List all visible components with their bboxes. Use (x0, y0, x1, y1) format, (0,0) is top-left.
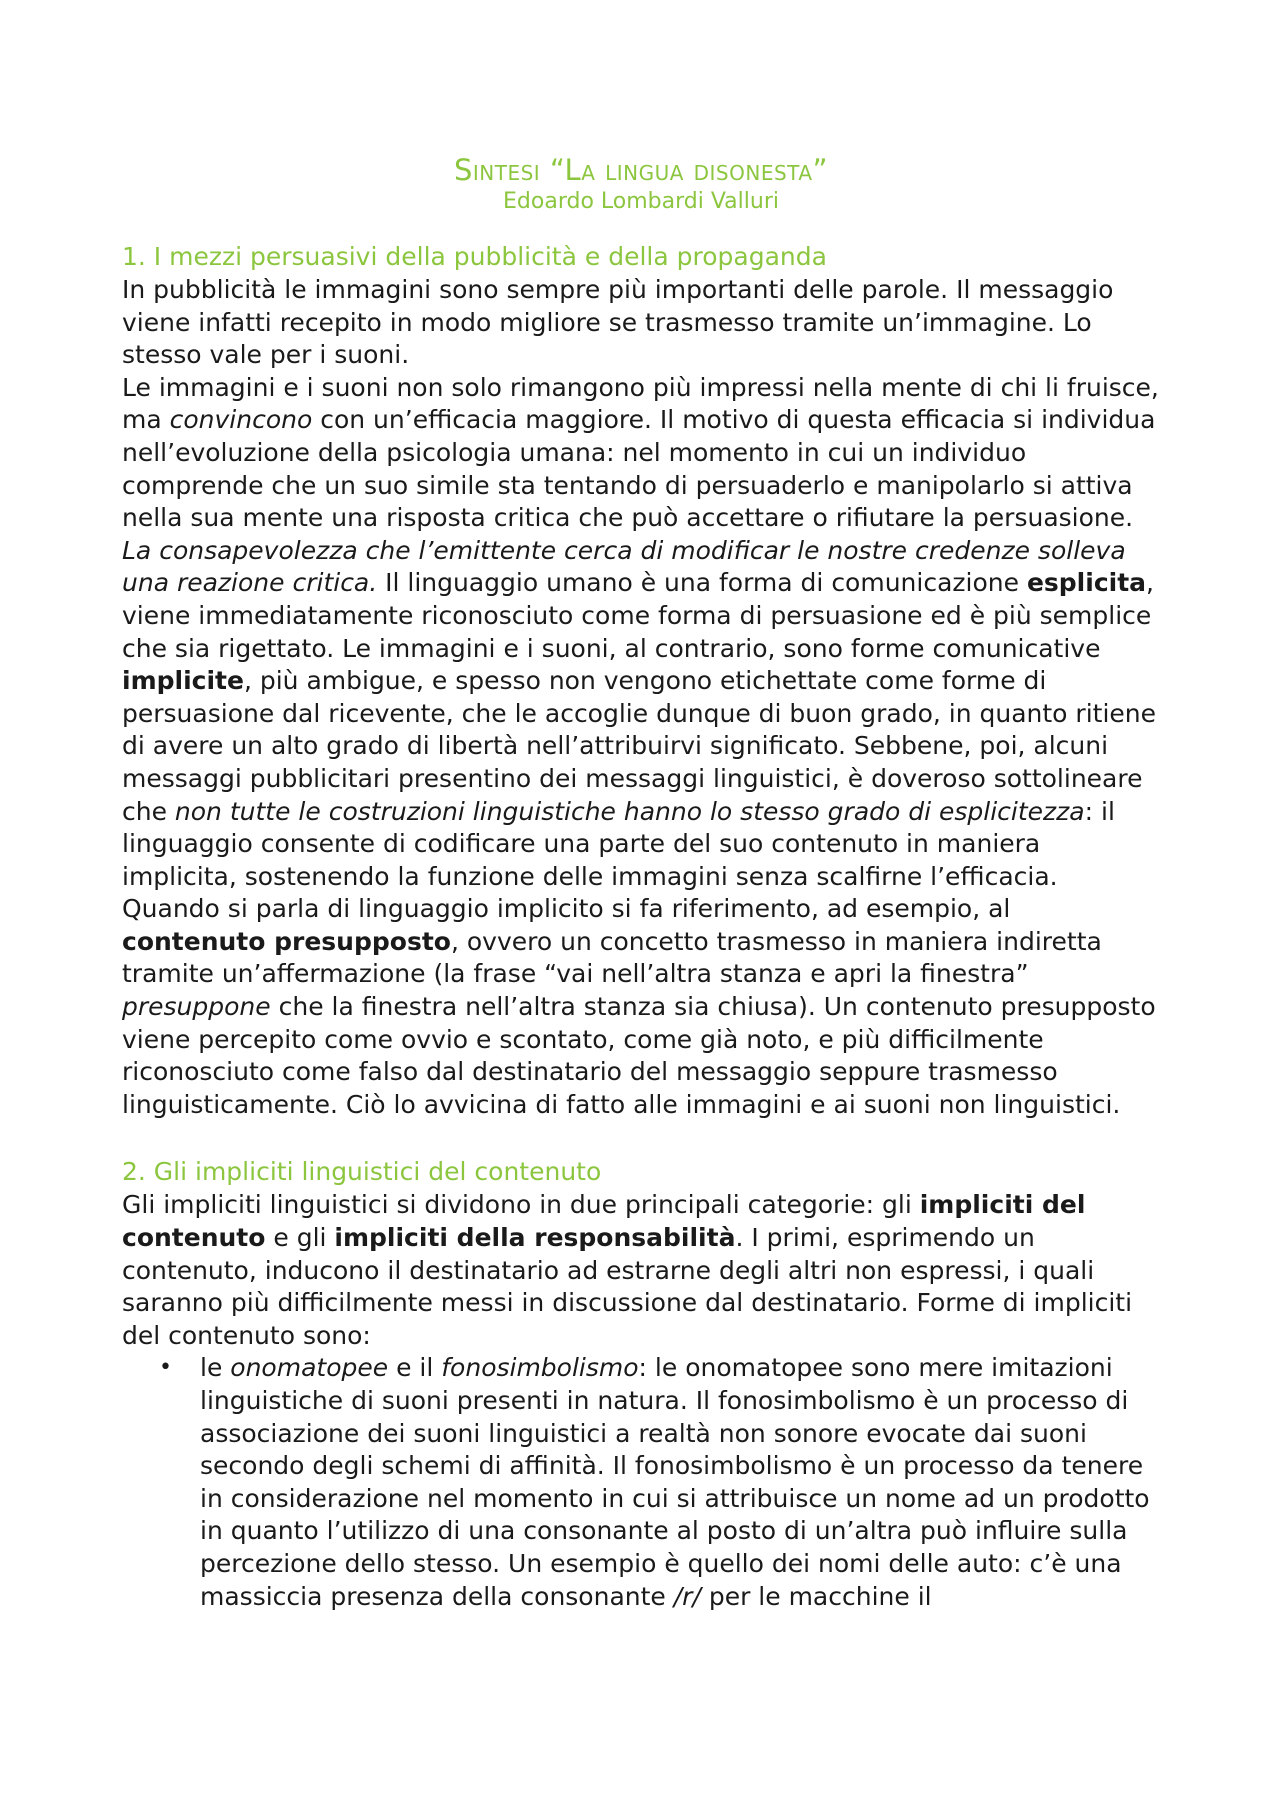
text-run: : il linguaggio consente di codificare una parte del suo contenuto in maniera implicita, sostenendo la funzione delle immagini senza scalfirne l’efficacia. (122, 796, 1115, 891)
text-run: e il (388, 1353, 442, 1383)
text-run: per le macchine il (700, 1581, 932, 1611)
text-run: , più ambigue, e spesso non vengono etichettate come forme di persuasione dal ricevente, che le accoglie dunque di buon grado, in quanto ritiene di avere un alto grado di libertà nell’attribuirvi significato. Sebbene, poi, alcuni messaggi pubblicitari presentino dei messaggi linguistici, è doveroso sottolineare che (122, 666, 1156, 826)
text-run: , ovvero un concetto trasmesso in maniera indiretta tramite un’affermazione (la frase “vai nell’altra stanza e apri la finestra” (122, 926, 1102, 989)
italic-text: /r/ (673, 1581, 701, 1611)
text-run: e gli (265, 1223, 335, 1253)
section-1-paragraph-2 (122, 372, 1160, 894)
text-run: Le immagini e i suoni non solo rimangono più impressi nella mente di chi li fruisce, ma (122, 372, 1159, 435)
bullet-list (122, 1352, 1160, 1613)
bold-text: implicite (122, 666, 244, 696)
bold-text: impliciti della responsabilità (334, 1223, 736, 1253)
title-block (122, 152, 1160, 216)
document-author: Edoardo Lombardi Valluri (503, 189, 779, 214)
section-2-heading: 2. Gli impliciti linguistici del contenuto (122, 1157, 602, 1187)
italic-text: presuppone (122, 992, 271, 1022)
text-run: : le onomatopee sono mere imitazioni linguistiche di suoni presenti in natura. Il fonosimbolismo è un processo di associazione dei suoni linguistici a realtà non sonore evocate dai suoni secondo degli schemi di affinità. Il fonosimbolismo è un processo da tenere in considerazione nel momento in cui si attribuisce un nome ad un prodotto in quanto l’utilizzo di una consonante al posto di un’altra può influire sulla percezione dello stesso. Un esempio è quello dei nomi delle auto: c’è una massiccia presenza della consonante (200, 1353, 1150, 1611)
text-run: . I primi, esprimendo un contenuto, inducono il destinatario ad estrarne degli altri non espressi, i quali saranno più difficilmente messi in discussione dal destinatario. Forme di impliciti del contenuto sono: (122, 1223, 1133, 1350)
section-1-heading: 1. I mezzi persuasivi della pubblicità e della propaganda (122, 242, 827, 271)
bold-text: contenuto presupposto (122, 926, 451, 956)
text-run: Quando si parla di linguaggio implicito si fa riferimento, ad esempio, al (122, 894, 1011, 924)
text-run: Il linguaggio umano è una forma di comunicazione (377, 568, 1027, 598)
italic-text: fonosimbolismo (441, 1353, 639, 1383)
list-item (159, 1352, 1160, 1613)
text-run: che la finestra nell’altra stanza sia chiusa). Un contenuto presupposto viene percepito come ovvio e scontato, come già noto, e più difficilmente riconosciuto come falso dal destinatario del messaggio seppure trasmesso linguisticamente. Ciò lo avvicina di fatto alle immagini e ai suoni non linguistici. (122, 992, 1156, 1119)
text-run: Gli impliciti linguistici si dividono in due principali categorie: gli (122, 1190, 920, 1220)
bold-text: impliciti del contenuto (122, 1190, 1086, 1253)
bold-text: esplicita (1026, 568, 1147, 598)
text-run: , viene immediatamente riconosciuto come forma di persuasione ed è più semplice che sia rigettato. Le immagini e i suoni, al contrario, sono forme comunicative (122, 568, 1154, 663)
document-title: Sintesi “La lingua disonesta” (453, 153, 829, 187)
bullet-icon: • (159, 1355, 172, 1381)
text-run: le (200, 1353, 231, 1383)
text-run: con un’efficacia maggiore. Il motivo di questa efficacia si individua nell’evoluzione della psicologia umana: nel momento in cui un individuo comprende che un suo simile sta tentando di persuaderlo e manipolarlo si attiva nella sua mente una risposta critica che può accettare o rifiutare la persuasione. (122, 405, 1156, 533)
section-2-paragraph-1 (122, 1189, 1160, 1352)
italic-text: non tutte le costruzioni linguistiche hanno lo stesso grado di esplicitezza (174, 796, 1085, 826)
section-1-paragraph-3 (122, 893, 1160, 1121)
section-1-paragraph-1: In pubblicità le immagini sono sempre più importanti delle parole. Il messaggio viene infatti recepito in modo migliore se trasmesso tramite un’immagine. Lo stesso vale per i suoni. (122, 275, 1114, 370)
italic-text: onomatopee (230, 1353, 389, 1383)
italic-text: La consapevolezza che l’emittente cerca di modificar le nostre credenze solleva una reazione critica. (122, 535, 1126, 598)
italic-text: convincono (169, 405, 313, 435)
